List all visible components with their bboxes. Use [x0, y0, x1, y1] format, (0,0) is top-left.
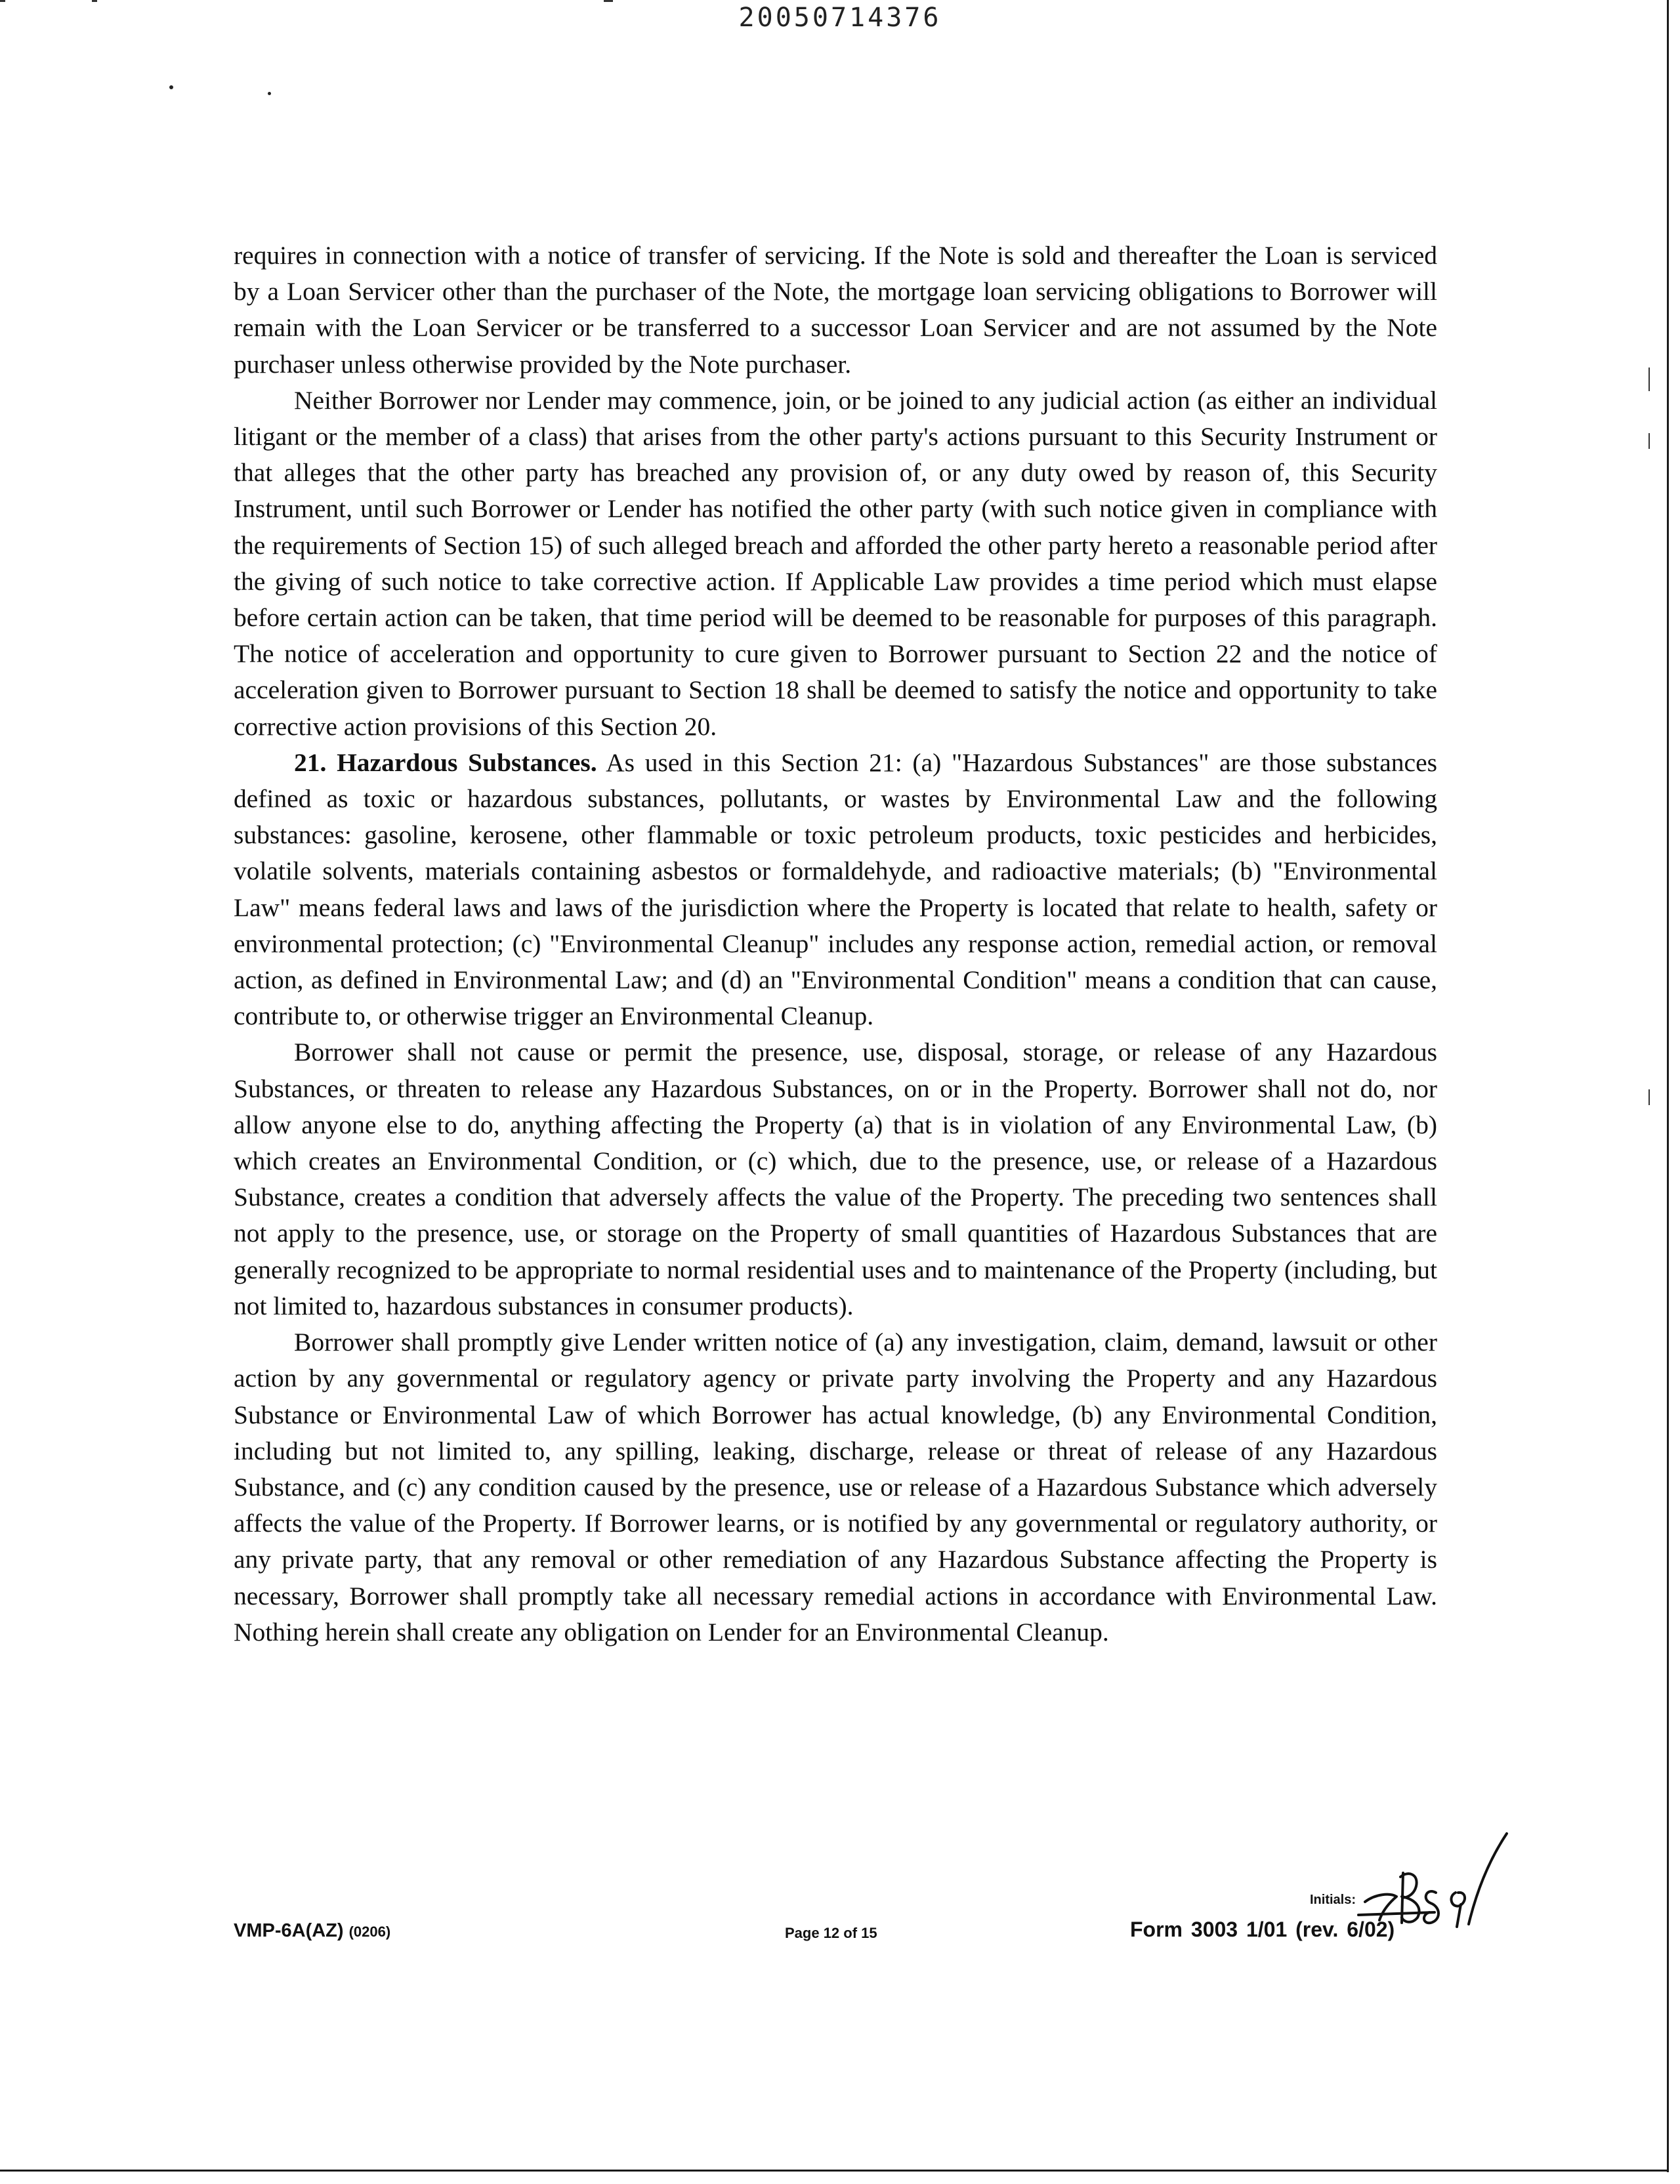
paragraph-servicing-continuation: requires in connection with a notice of transfer of servicing. If the Note is sold and thereafter the Loan is serviced by a Loan Servicer other than the purchaser of the Note, the mortgage loan servicing obligations to Borrower will remain with the Loan Servicer or be transferred to a successor Loan Servicer and are not assumed by the Note purchaser unless otherwise provided by the Note purchaser.	[234, 241, 1437, 379]
footer-form-id	[234, 1920, 390, 1942]
footer-form-id-name: VMP-6A(AZ)	[234, 1920, 344, 1941]
footer-form-id-code: (0206)	[348, 1923, 391, 1940]
scan-speck-2	[268, 92, 271, 95]
scan-tick-top-left	[0, 0, 5, 2]
scan-tick-right-a	[1648, 368, 1650, 391]
footer-form-number: Form 3003 1/01 (rev. 6/02)	[1130, 1918, 1395, 1941]
paragraph-borrower-notice-obligations: Borrower shall promptly give Lender written notice of (a) any investigation, claim, demand, lawsuit or other action by any governmental or regulatory agency or private party involving the Property and any Hazardous Substance or Environmental Law of which Borrower has actual knowledge, (b) any Environmental Condition, including but not limited to, any spilling, leaking, discharge, release or threat of release of any Hazardous Substance, and (c) any condition caused by the presence, use or release of a Hazardous Substance which adversely affects the value of the Property. If Borrower learns, or is notified by any governmental or regulatory authority, or any private party, that any removal or other remediation of any Hazardous Substance affecting the Property is necessary, Borrower shall promptly take all necessary remedial actions in accordance with Environmental Law. Nothing herein shall create any obligation on Lender for an Environmental Cleanup.	[234, 1328, 1437, 1647]
section-21-definitions: As used in this Section 21: (a) "Hazardous Substances" are those substances defined as toxic or hazardous substances, pollutants, or wastes by Environmental Law and the following substances: gasoline, kerosene, other flammable or toxic petroleum products, toxic pesticides and herbicides, volatile solvents, materials containing asbestos or formaldehyde, and radioactive materials; (b) "Environmental Law" means federal laws and laws of the jurisdiction where the Property is located that relate to health, safety or environmental protection; (c) "Environmental Cleanup" includes any response action, remedial action, or removal action, as defined in Environmental Law; and (d) an "Environmental Condition" means a condition that can cause, contribute to, or otherwise trigger an Environmental Cleanup.	[234, 747, 1437, 1031]
scan-tick-top-a	[92, 0, 97, 2]
section-21-heading: 21. Hazardous Substances.	[294, 747, 597, 777]
paragraph-borrower-prohibitions: Borrower shall not cause or permit the presence, use, disposal, storage, or release of any Hazardous Substances, or threaten to release any Hazardous Substances, on or in the Property. Borrower shall not do, nor allow anyone else to do, anything affecting the Property (a) that is in violation of any Environmental Law, (b) which creates an Environmental Condition, or (c) which, due to the presence, use, or release of a Hazardous Substance, creates a condition that adversely affects the value of the Property. The preceding two sentences shall not apply to the presence, use, or storage on the Property of small quantities of Hazardous Substances that are generally recognized to be appropriate to normal residential uses and to maintenance of the Property (including, but not limited to, hazardous substances in consumer products).	[234, 1038, 1437, 1320]
scan-tick-right-b	[1648, 433, 1650, 449]
recording-number: 20050714376	[738, 3, 942, 33]
scan-border-bottom	[0, 2170, 1669, 2172]
document-body	[234, 238, 1437, 1650]
footer-page-number: Page 12 of 15	[785, 1925, 877, 1941]
scan-border-right	[1667, 0, 1669, 2172]
initials-signature-graphic	[1356, 1831, 1513, 1929]
paragraph-notice-of-grievance: Neither Borrower nor Lender may commence, join, or be joined to any judicial action (as either an individual litigant or the member of a class) that arises from the other party's actions pursuant to this Security Instrument or that alleges that the other party has breached any provision of, or any duty owed by reason of, this Security Instrument, until such Borrower or Lender has notified the other party (with such notice given in compliance with the requirements of Section 15) of such alleged breach and afforded the other party hereto a reasonable period after the giving of such notice to take corrective action. If Applicable Law provides a time period which must elapse before certain action can be taken, that time period will be deemed to be reasonable for purposes of this paragraph. The notice of acceleration and opportunity to cure given to Borrower pursuant to Section 22 and the notice of acceleration given to Borrower pursuant to Section 18 shall be deemed to satisfy the notice and opportunity to take corrective action provisions of this Section 20.	[234, 385, 1437, 741]
scan-speck-1	[169, 85, 173, 89]
scan-tick-top-b	[604, 0, 613, 2]
paragraph-hazardous-substances	[234, 745, 1437, 1035]
initials-label: Initials:	[1310, 1893, 1356, 1907]
scan-tick-right-c	[1648, 1089, 1650, 1105]
